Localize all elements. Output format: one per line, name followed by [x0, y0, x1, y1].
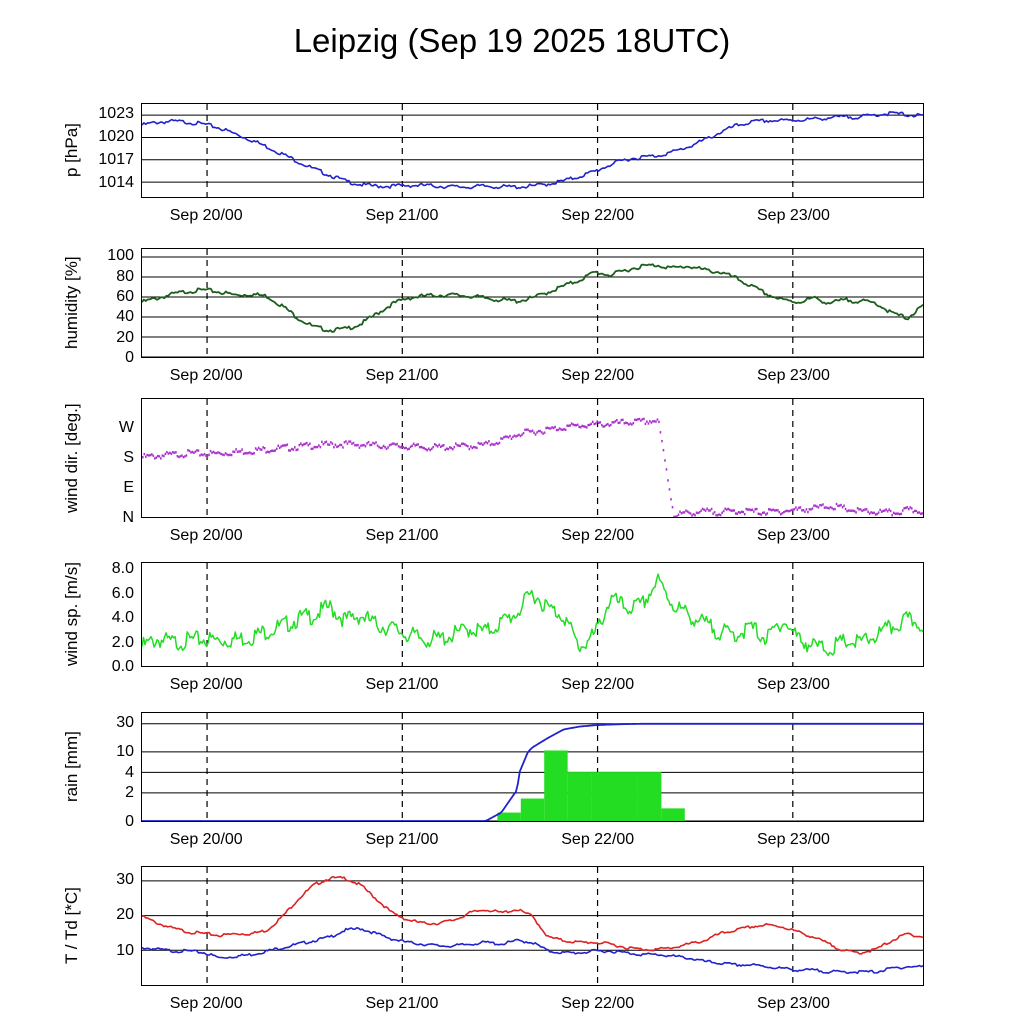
y-tick-label: 100 [107, 247, 134, 265]
x-tick-label: Sep 20/00 [169, 831, 243, 848]
x-tick-label: Sep 20/00 [169, 207, 243, 224]
temperature-y-label: T / Td [*C] [62, 887, 81, 965]
x-tick-label: Sep 22/00 [561, 831, 635, 848]
y-tick-label: 0.0 [111, 658, 134, 675]
x-tick-label: Sep 21/00 [365, 527, 439, 544]
x-tick-label: Sep 23/00 [756, 831, 830, 848]
x-tick-label: Sep 23/00 [756, 527, 830, 544]
x-tick-label: Sep 23/00 [756, 995, 830, 1012]
y-tick-label: 40 [116, 308, 134, 326]
y-tick-label: 60 [116, 287, 134, 305]
wind-direction-plot [141, 398, 924, 518]
x-tick-label: Sep 21/00 [365, 995, 439, 1012]
y-tick-label: 8.0 [111, 560, 134, 578]
y-tick-label: 2.0 [111, 633, 134, 651]
x-tick-label: Sep 20/00 [169, 676, 243, 693]
wind-speed-y-label: wind sp. [m/s] [62, 562, 81, 667]
rain-y-label: rain [mm] [62, 731, 81, 803]
wind-speed-y-ticks [82, 560, 134, 675]
pressure-y-label: p [hPa] [62, 123, 81, 178]
y-tick-label: 10 [116, 742, 134, 760]
y-tick-label: N [122, 509, 134, 526]
wind-direction-y-label: wind dir. [deg.] [62, 403, 81, 513]
x-tick-label: Sep 22/00 [561, 367, 635, 384]
y-tick-label: 4.0 [111, 609, 134, 627]
x-tick-label: Sep 23/00 [756, 676, 830, 693]
y-tick-label: 2 [125, 784, 134, 802]
x-tick-label: Sep 21/00 [365, 367, 439, 384]
wind-speed-plot [141, 562, 924, 667]
x-tick-label: Sep 21/00 [365, 831, 439, 848]
humidity-y-ticks [82, 247, 134, 366]
y-tick-label: 6.0 [111, 584, 134, 602]
x-tick-label: Sep 21/00 [365, 676, 439, 693]
x-tick-label: Sep 21/00 [365, 207, 439, 224]
y-tick-label: 20 [116, 328, 134, 346]
x-tick-label: Sep 20/00 [169, 367, 243, 384]
y-tick-label: 1023 [98, 105, 134, 123]
y-tick-label: 80 [116, 267, 134, 285]
rain-plot [141, 712, 924, 822]
pressure-x-ticks [141, 207, 924, 229]
y-tick-label: 30 [116, 871, 134, 889]
y-tick-label: 30 [116, 714, 134, 731]
y-tick-label: E [123, 479, 134, 496]
y-tick-label: 10 [116, 941, 134, 959]
x-tick-label: Sep 23/00 [756, 367, 830, 384]
wind-speed-x-ticks [141, 676, 924, 698]
pressure-y-ticks [62, 103, 134, 198]
rain-y-ticks [92, 712, 134, 830]
temperature-y-ticks [92, 866, 134, 986]
x-tick-label: Sep 22/00 [561, 207, 635, 224]
x-tick-label: Sep 22/00 [561, 676, 635, 693]
y-tick-label: 0 [125, 349, 134, 366]
x-tick-label: Sep 23/00 [756, 207, 830, 224]
x-tick-label: Sep 20/00 [169, 995, 243, 1012]
y-tick-label: W [118, 419, 134, 436]
rain-x-ticks [141, 831, 924, 853]
page-title: Leipzig (Sep 19 2025 18UTC) [293, 22, 731, 59]
x-tick-label: Sep 22/00 [561, 995, 635, 1012]
y-tick-label: 1020 [98, 128, 134, 146]
x-tick-label: Sep 20/00 [169, 527, 243, 544]
y-tick-label: 4 [125, 763, 134, 781]
temperature-x-ticks [141, 995, 924, 1017]
y-tick-label: 0 [125, 813, 134, 830]
wind-direction-x-ticks [141, 527, 924, 549]
x-tick-label: Sep 22/00 [561, 527, 635, 544]
y-tick-label: 1014 [98, 173, 134, 191]
y-tick-label: S [123, 449, 134, 466]
y-tick-label: 1017 [98, 151, 134, 168]
humidity-x-ticks [141, 367, 924, 389]
humidity-y-label: humidity [%] [62, 256, 81, 350]
humidity-plot [141, 248, 924, 358]
temperature-plot [141, 866, 924, 986]
pressure-plot [141, 103, 924, 198]
y-tick-label: 20 [116, 906, 134, 924]
wind-direction-y-ticks [100, 398, 134, 526]
